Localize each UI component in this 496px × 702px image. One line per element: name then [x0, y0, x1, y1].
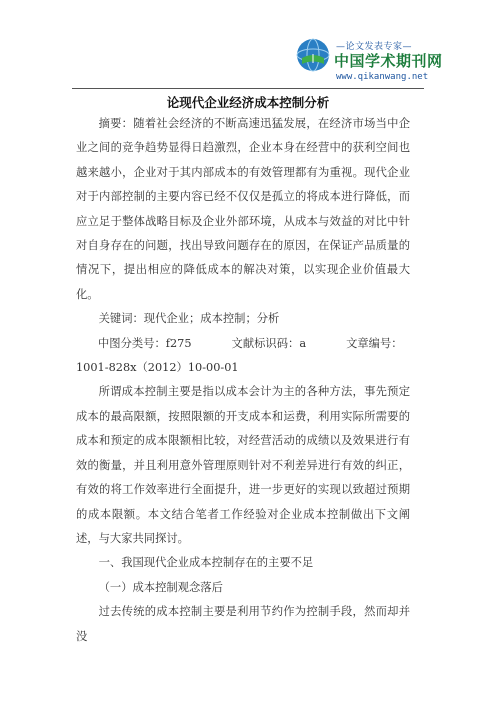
article-body [76, 112, 410, 649]
logo-url: www.qikanwang.net [336, 72, 429, 82]
article-number: 文章编号：1001-828x（2012）10-00-01 [76, 336, 403, 375]
document-code: 文献标识码：a [231, 336, 307, 350]
abstract-paragraph: 摘要：随着社会经济的不断高速迅猛发展，在经济市场当中企业之间的竞争趋势显得日趋激烈，企业本身在经营中的获利空间也越来越小，企业对于其内部成本的有效管理都有为重视。现代企业对于内部控制的主要内容已经不仅仅是孤立的将成本进行降低，而应立足于整体战略目标及企业外部环境，从成本与效益的对比中针对自身存在的问题，找出导致问题存在的原因，在保证产品质量的情况下，提出相应的降低成本的解决对策，以实现企业价值最大化。 [76, 117, 410, 301]
section-heading: 一、我国现代企业成本控制存在的主要不足 [98, 556, 314, 570]
page-title: 论现代企业经济成本控制分析 [166, 95, 330, 110]
classification-line [76, 332, 410, 381]
subsection-heading: （一）成本控制观念落后 [98, 580, 223, 594]
keywords-line: 关键词：现代企业；成本控制；分析 [98, 312, 280, 326]
logo [296, 36, 443, 86]
intro-paragraph: 所谓成本控制主要是指以成本会计为主的各种方法，事先预定成本的最高限额，按照限额的开支成本和运费，利用实际所需要的成本和预定的成本限额相比较，对经营活动的成绩以及效果进行有效的衡量，并且利用意外管理原则针对不利差异进行有效的纠正，有效的将工作效率进行全面提升，进一步更好的实现以致超过预期的成本限额。本文结合笔者工作经验对企业成本控制做出下文阐述，与大家共同探讨。 [76, 385, 410, 545]
body-paragraph: 过去传统的成本控制主要是利用节约作为控制手段，然而却并没 [76, 605, 410, 643]
clc-number: 中图分类号：f275 [98, 336, 192, 350]
globe-book-icon [296, 38, 330, 72]
header-divider [72, 88, 424, 89]
logo-name: 中国学术期刊网 [334, 52, 443, 70]
logo-tagline: —论文发表专家— [336, 42, 413, 52]
